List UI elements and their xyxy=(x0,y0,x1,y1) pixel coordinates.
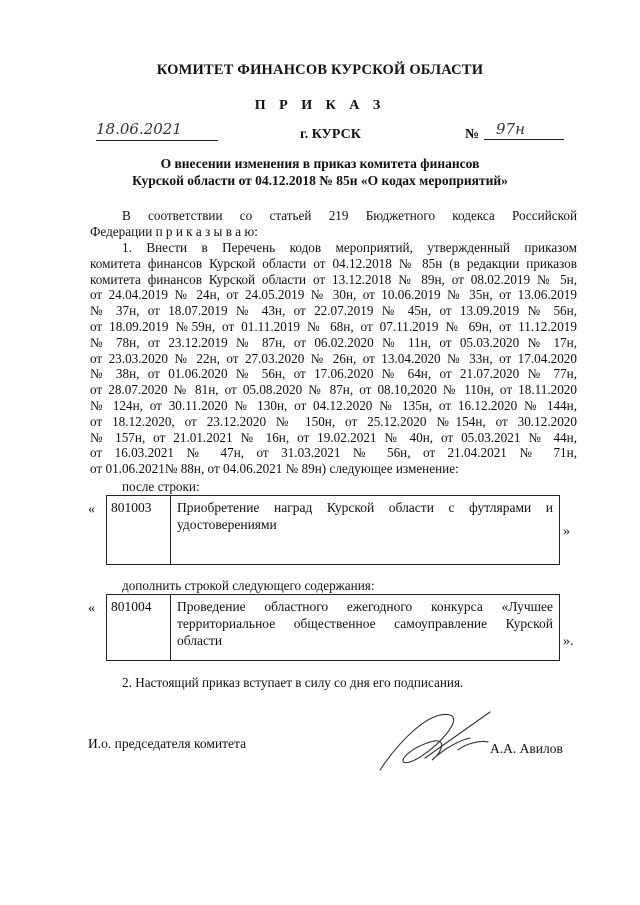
after-row-label: после строки: xyxy=(122,479,200,494)
item1-line: от 23.03.2020 № 22н, от 27.03.2020 № 26н, от 13.04.2020 № 33н, от 17.04.2020 xyxy=(90,350,577,366)
signature-scribble xyxy=(370,700,500,780)
item1-line: № 38н, от 01.06.2020 № 56н, от 17.06.2020 № 64н, от 21.07.2020 № 77н, xyxy=(90,366,577,382)
signatory-position: И.о. председателя комитета xyxy=(88,736,247,751)
item1-line: от 18.12.2020, от 23.12.2020 № 150н, от 25.12.2020 №154н, от 30.12.2020 xyxy=(90,413,577,429)
title-line-1: О внесении изменения в приказ комитета финансов xyxy=(160,156,480,171)
item1-line: от 24.04.2019 № 24н, от 24.05.2019 № 30н, от 10.06.2019 № 35н, от 13.06.2019 xyxy=(90,287,577,303)
city: г. КУРСК xyxy=(300,127,361,142)
table2-code: 801004 xyxy=(107,595,171,660)
number-handwritten: 97н xyxy=(484,120,564,140)
document-type: П Р И К А З xyxy=(254,98,386,113)
document-title xyxy=(60,155,580,189)
number-label: № xyxy=(465,127,480,142)
item1-line: № 124н, от 30.11.2020 № 130н, от 04.12.2020 № 135н, от 16.12.2020 № 144н, xyxy=(90,397,577,413)
table2-text: Проведение областного ежегодного конкурса «Лучшее территориальное общественное самоуправление Курской области xyxy=(177,599,553,648)
table1 xyxy=(106,495,560,565)
signatory-name: А.А. Авилов xyxy=(490,741,563,756)
table1-open-quote: « xyxy=(88,502,95,517)
organization-name: КОМИТЕТ ФИНАНСОВ КУРСКОЙ ОБЛАСТИ xyxy=(156,62,484,78)
item1-line: № 78н, от 23.12.2019 № 87н, от 06.02.2020 № 11н, от 05.03.2020 № 17н, xyxy=(90,334,577,350)
item2-paragraph: 2. Настоящий приказ вступает в силу со дня его подписания. xyxy=(122,675,464,690)
intro-paragraph xyxy=(90,208,577,240)
date-handwritten: 18.06.2021 xyxy=(96,120,218,141)
item1-line: комитета финансов Курской области от 04.12.2018 № 85н (в редакции приказов xyxy=(90,255,577,271)
title-line-2: Курской области от 04.12.2018 № 85н «О кодах мероприятий» xyxy=(132,173,508,188)
item1-line: от 28.07.2020 № 81н, от 05.08.2020 № 87н, от 08.10,2020 № 110н, от 18.11.2020 xyxy=(90,382,577,398)
intro-line: В соответствии со статьей 219 Бюджетного кодекса Российской xyxy=(122,208,577,223)
item1-line: № 157н, от 21.01.2021 № 16н, от 19.02.2021 № 40н, от 05.03.2021 № 44н, xyxy=(90,429,577,445)
item1-paragraph xyxy=(90,240,577,477)
table1-code: 801003 xyxy=(107,496,171,564)
table1-close-quote: » xyxy=(563,524,570,539)
intro-line: Федерации п р и к а з ы в а ю: xyxy=(90,223,258,239)
table2-open-quote: « xyxy=(88,601,95,616)
item1-line: от 16.03.2021 № 47н, от 31.03.2021 № 56н, от 21.04.2021 № 71н, xyxy=(90,445,577,461)
item1-line: от 01.06.2021№ 88н, от 04.06.2021 № 89н) следующее изменение: xyxy=(90,461,459,477)
item1-line: комитета финансов Курской области от 13.12.2018 № 89н, от 08.02.2019 № 5н, xyxy=(90,271,577,287)
item1-line: от 18.09.2019 №59н, от 01.11.2019 № 68н, от 07.11.2019 № 69н, от 11.12.2019 xyxy=(90,318,577,334)
add-row-label: дополнить строкой следующего содержания: xyxy=(122,578,375,593)
item1-line: 1. Внести в Перечень кодов мероприятий, утвержденный приказом xyxy=(122,240,577,255)
table2 xyxy=(106,594,560,661)
item1-line: № 37н, от 18.07.2019 № 43н, от 22.07.2019 № 45н, от 13.09.2019 № 56н, xyxy=(90,303,577,319)
table2-close-quote: ». xyxy=(563,634,574,649)
table1-text: Приобретение наград Курской области с футлярами и удостоверениями xyxy=(177,500,553,532)
